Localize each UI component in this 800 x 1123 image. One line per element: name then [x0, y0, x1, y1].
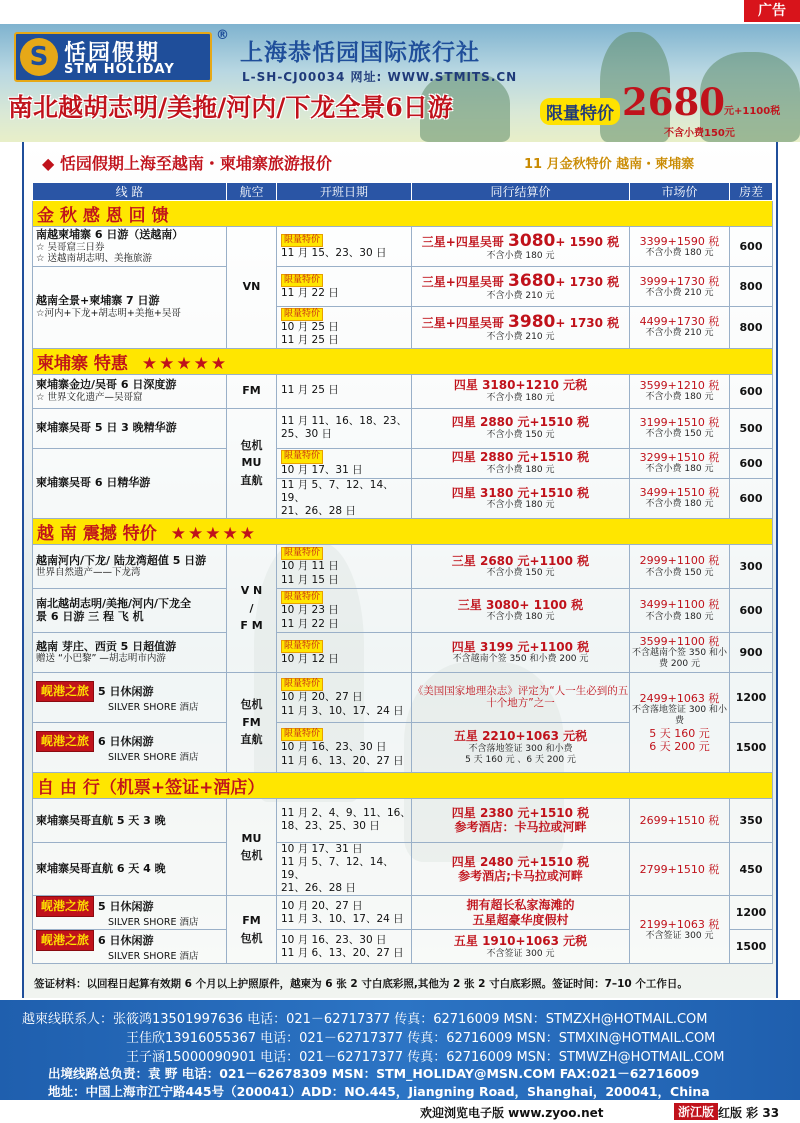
room-diff: 600	[730, 227, 773, 267]
col-market-price: 市场价	[630, 183, 730, 201]
price-big: 3080	[508, 230, 556, 251]
main-panel	[22, 142, 778, 998]
contact-line: 出境线路总负责：袁 野 电话：021－62678309 MSN：STM_HOLIDAY@MSN.COM FAX:021－62716009	[48, 1066, 700, 1081]
section-header: 自 由 行（机票+签证+酒店）	[33, 772, 773, 798]
section-title: 金 秋 感 恩 回 馈	[37, 206, 169, 226]
danang-badge: 岘港之旅	[36, 681, 94, 702]
table-row: 越南 芽庄、西贡 5 日超值游 赠送 “小巴黎” —胡志明市内游 限量特价 10 月 12 日 四星 3199 元+1100 税 不含越南个签 350 和小费 200 元 3599+1100 税 不含越南个签 350 和小费 200 元 900	[33, 632, 773, 672]
price-extra: 元+1100税	[724, 106, 781, 117]
bottom-strip	[0, 1100, 800, 1123]
contact-line: 王子涵15000090901 电话：021－62717377 传真：62716009 MSN：STMWZH@HOTMAIL.COM	[126, 1050, 725, 1065]
price-number: 2680	[622, 80, 725, 124]
banner-title: 南北越胡志明/美拖/河内/下龙全景6日游	[8, 93, 453, 122]
contact-line: 越柬线联系人：张筱鸿13501997636 电话：021－62717377 传真：62716009 MSN：STMZXH@HOTMAIL.COM	[22, 1012, 708, 1027]
promo-tag: 限量特价	[281, 274, 323, 287]
contact-footer	[0, 1000, 800, 1100]
page-number: 红版 彩 33	[718, 1106, 780, 1120]
table-row: 柬埔寨金边/吴哥 6 日深度游 ☆ 世界文化遗产—吴哥窟 FM 11 月 25 日 四星 3180+1210 元税 不含小费 180 元 3599+1210 税 不含小费 180 元 600	[33, 374, 773, 408]
subhead-left: ◆ 恬园假期上海至越南・柬埔寨旅游报价	[42, 154, 332, 173]
table-row: 越南河内/下龙/ 陆龙湾超值 5 日游 世界自然遗产——下龙湾 V N / F M 限量特价 10 月 11 日 11 月 15 日 三星 2680 元+1100 税 不含小费 150 元 2999+1100 税 不含小费 150 元 300	[33, 544, 773, 588]
ad-tag: 广告	[744, 0, 800, 22]
logo-en: STM HOLIDAY	[64, 62, 175, 77]
route-sub: ☆ 送越南胡志明、美拖旅游	[36, 253, 153, 265]
table-row: 岘港之旅 6 日休闲游 SILVER SHORE 酒店 10 月 16、23、30 日 11 月 6、13、20、27 日 五星 1910+1063 元税 不含签证 300 元 1500	[33, 930, 773, 964]
table-row: 柬埔寨吴哥直航 5 天 3 晚 MU 包机 11 月 2、4、9、11、16、 18、23、25、30 日 四星 2380 元+1510 税 参考酒店：卡马拉或河畔 2699+1510 税 350	[33, 798, 773, 842]
route-sub: ☆ 吴哥窟三日券	[36, 241, 105, 253]
edition-badge: 浙江版	[674, 1103, 718, 1120]
price-note: 不含小费150元	[664, 128, 735, 139]
logo-s-icon: S	[20, 38, 58, 76]
table-row: 岘港之旅 5 日休闲游 SILVER SHORE 酒店 FM 包机 10 月 20、27 日 11 月 3、10、17、24 日 拥有超长私家海滩的 五星超豪华度假村 2199+1063 税 不含签证 300 元 1200	[33, 896, 773, 930]
table-row: 11 月 5、7、12、14、19、 21、26、28 日 四星 3180 元+1510 税 不含小费 180 元 3499+1510 税 不含小费 180 元 600	[33, 478, 773, 518]
table-row: 南越柬埔寨 6 日游（送越南） ☆ 吴哥窟三日券 ☆ 送越南胡志明、美拖旅游 VN 限量特价 11 月 15、23、30 日 三星+四星吴哥 3080+ 1590 税 不含小费 180 元 3399+1590 税 不含小费 180 元 600	[33, 227, 773, 267]
price-table	[32, 182, 773, 964]
table-row: 岘港之旅 5 日休闲游 SILVER SHORE 酒店 包机 FM 直航 限量特价 10 月 20、27 日 11 月 3、10、17、24 日 《美国国家地理杂志》评定为“人一生必到的五十个地方”之一 2499+1063 税 不含落地签证 300 和小费 5 天 160 元 6 天 200 元 1200	[33, 672, 773, 722]
address-line: 地址：中国上海市江宁路445号（200041）ADD：NO.445，Jiangning Road，Shanghai，200041，China	[48, 1084, 710, 1099]
route-sub: ☆河内+下龙+胡志明+美拖+吴哥	[36, 308, 181, 320]
route-name: 南越柬埔寨 6 日游（送越南）	[36, 227, 184, 241]
header-banner	[0, 24, 800, 142]
table-row: 越南全景+柬埔寨 7 日游 ☆河内+下龙+胡志明+美拖+吴哥 限量特价 11 月 22 日 三星+四星吴哥 3680+ 1730 税 不含小费 210 元 3999+1730 税 不含小费 210 元 800	[33, 267, 773, 307]
registered-mark: ®	[216, 28, 229, 43]
subhead-right: 11 月金秋特价 越南・柬埔寨	[524, 157, 695, 172]
logo-cn: 恬园假期	[64, 41, 161, 66]
route-name: 越南全景+柬埔寨 7 日游	[36, 294, 160, 308]
col-room-diff: 房差	[730, 183, 773, 201]
price-note: 不含小费 180 元	[486, 251, 555, 262]
license-website: L-SH-CJ00034 网址: WWW.STMITS.CN	[242, 70, 518, 84]
dates: 11 月 15、23、30 日	[281, 247, 387, 260]
stars-icon: ★★★★★	[141, 353, 229, 374]
section-header: 柬埔寨 特惠 ★★★★★	[33, 348, 773, 374]
section-header: 越 南 震撼 特价 ★★★★★	[33, 518, 773, 544]
contact-line: 王佳欣13916055367 电话：021－62717377 传真：62716009 MSN：STMXIN@HOTMAIL.COM	[126, 1031, 716, 1046]
table-row: 柬埔寨吴哥 6 日精华游 限量特价 10 月 17、31 日 四星 2880 元+1510 税 不含小费 180 元 3299+1510 税 不含小费 180 元 600	[33, 448, 773, 478]
airline-cell: VN	[227, 227, 277, 349]
col-dates: 开班日期	[277, 183, 412, 201]
table-row: 柬埔寨吴哥 5 日 3 晚精华游 包机 MU 直航 11 月 11、16、18、23、 25、30 日 四星 2880 元+1510 税 不含小费 150 元 3199+1510 税 不含小费 150 元 500	[33, 408, 773, 448]
table-row: 限量特价 10 月 25 日 11 月 25 日 三星+四星吴哥 3980+ 1730 税 不含小费 210 元 4499+1730 税 不含小费 210 元 800	[33, 307, 773, 349]
stm-logo	[14, 32, 212, 82]
site-link[interactable]: 欢迎浏览电子版 www.zyoo.net	[420, 1106, 604, 1120]
company-name: 上海恭恬园国际旅行社	[240, 39, 480, 66]
col-trade-price: 同行结算价	[412, 183, 630, 201]
promo-tag: 限量特价	[281, 234, 323, 247]
visa-note: 签证材料：以回程日起算有效期 6 个月以上护照原件，越柬为 6 张 2 寸白底彩照,其他为 2 张 2 寸白底彩照。签证时间：7–10 个工作日。	[34, 978, 688, 990]
section-header	[33, 201, 773, 227]
table-row: 柬埔寨吴哥直航 6 天 4 晚 10 月 17、31 日 11 月 5、7、12、14、19、 21、26、28 日 四星 2480 元+1510 税 参考酒店;卡马拉或河畔 2799+1510 税 450	[33, 842, 773, 896]
col-route: 线 路	[33, 183, 227, 201]
col-airline: 航空	[227, 183, 277, 201]
market-price: 3399+1590 税	[639, 234, 720, 248]
price-label: 限量特价	[540, 98, 620, 125]
table-row: 岘港之旅 6 日休闲游 SILVER SHORE 酒店 限量特价 10 月 16、23、30 日 11 月 6、13、20、27 日 五星 2210+1063 元税 不含落地签证 300 和小费 5 天 160 元 、6 天 200 元 1500	[33, 722, 773, 772]
table-row: 南北越胡志明/美拖/河内/下龙全 景 6 日游 三 程 飞 机 限量特价 10 月 23 日 11 月 22 日 三星 3080+ 1100 税 不含小费 180 元 3499+1100 税 不含小费 180 元 600	[33, 588, 773, 632]
stars-icon: ★★★★★	[170, 523, 257, 544]
price-big: 3680	[508, 270, 556, 291]
